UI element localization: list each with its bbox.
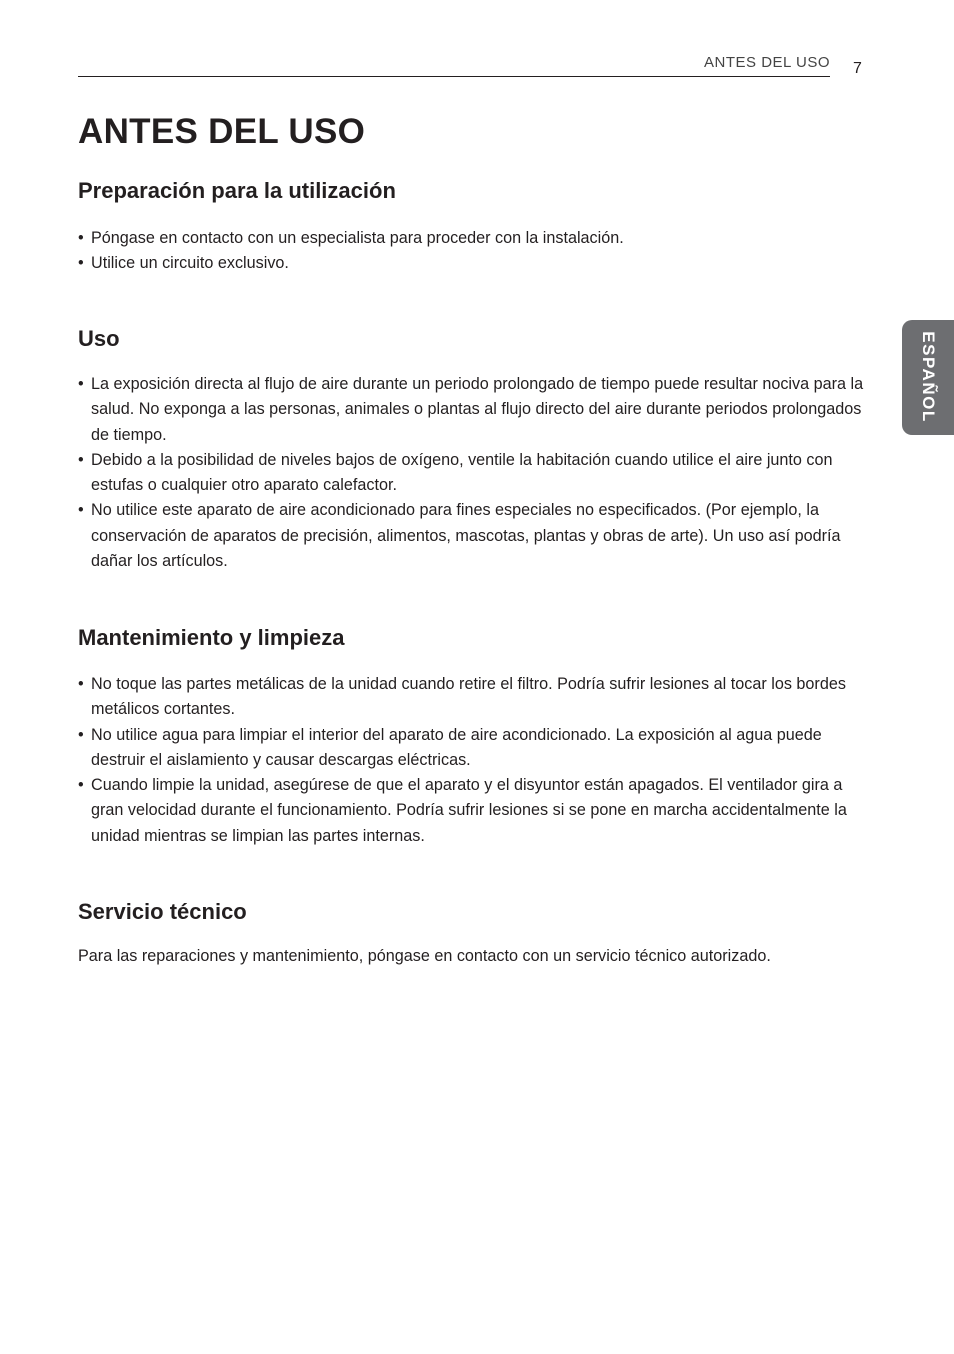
list-item — [78, 448, 868, 499]
bullet-marker: • — [78, 725, 84, 744]
list-item-text: No toque las partes metálicas de la unidad cuando retire el filtro. Podría sufrir lesiones al tocar los bordes metálicos cortantes. — [91, 675, 846, 719]
list-item — [78, 372, 868, 448]
list-item — [78, 226, 868, 251]
bullet-list-preparacion — [78, 226, 868, 277]
section-heading-preparacion: Preparación para la utilización — [78, 178, 396, 203]
bullet-marker: • — [78, 450, 84, 469]
section-heading-mantenimiento: Mantenimiento y limpieza — [78, 625, 345, 650]
list-item-text: Cuando limpie la unidad, asegúrese de que el aparato y el disyuntor están apagados. El ventilador gira a gran velocidad durante el funcionamiento. Podría sufrir lesiones si se pone en marcha accidentalmente la unidad mientras se limpian las partes internas. — [91, 776, 847, 845]
list-item — [78, 672, 868, 723]
bullet-marker: • — [78, 675, 84, 693]
bullet-marker: • — [78, 501, 84, 520]
running-header-title: ANTES DEL USO — [704, 54, 830, 71]
page-number: 7 — [853, 60, 862, 77]
list-item — [78, 723, 868, 774]
bullet-marker: • — [78, 254, 84, 273]
bullet-list-mantenimiento — [78, 672, 868, 849]
servicio-paragraph: Para las reparaciones y mantenimiento, póngase en contacto con un servicio técnico autorizado. — [78, 947, 771, 965]
bullet-marker: • — [78, 229, 84, 247]
list-item-text: No utilice este aparato de aire acondicionado para fines especiales no especificados. (Por ejemplo, la conservación de aparatos de precisión, alimentos, mascotas, plantas y obras de arte). Un uso así podría dañar los artículos. — [91, 501, 841, 571]
list-item-text: La exposición directa al flujo de aire durante un periodo prolongado de tiempo puede resultar nociva para la salud. No exponga a las personas, animales o plantas al flujo directo del aire durante periodos prolongados de tiempo. — [91, 375, 864, 444]
list-item — [78, 773, 868, 849]
bullet-list-uso — [78, 372, 868, 574]
list-item-text: Póngase en contacto con un especialista para proceder con la instalación. — [91, 229, 624, 247]
list-item-text: Debido a la posibilidad de niveles bajos de oxígeno, ventile la habitación cuando utilice el aire junto con estufas o cualquier otro aparato calefactor. — [91, 450, 833, 495]
list-item — [78, 251, 868, 276]
running-header — [78, 52, 830, 77]
list-item-text: Utilice un circuito exclusivo. — [91, 254, 289, 273]
bullet-marker: • — [78, 776, 84, 795]
list-item — [78, 498, 868, 574]
list-item-text: No utilice agua para limpiar el interior del aparato de aire acondicionado. La exposición al agua puede destruir el aislamiento y causar descargas eléctricas. — [91, 725, 822, 769]
bullet-marker: • — [78, 375, 84, 393]
section-heading-uso: Uso — [78, 326, 120, 351]
page-title: ANTES DEL USO — [78, 112, 366, 151]
language-tab-label: ESPAÑOL — [919, 331, 938, 423]
section-heading-servicio: Servicio técnico — [78, 899, 247, 924]
language-tab — [902, 320, 954, 435]
